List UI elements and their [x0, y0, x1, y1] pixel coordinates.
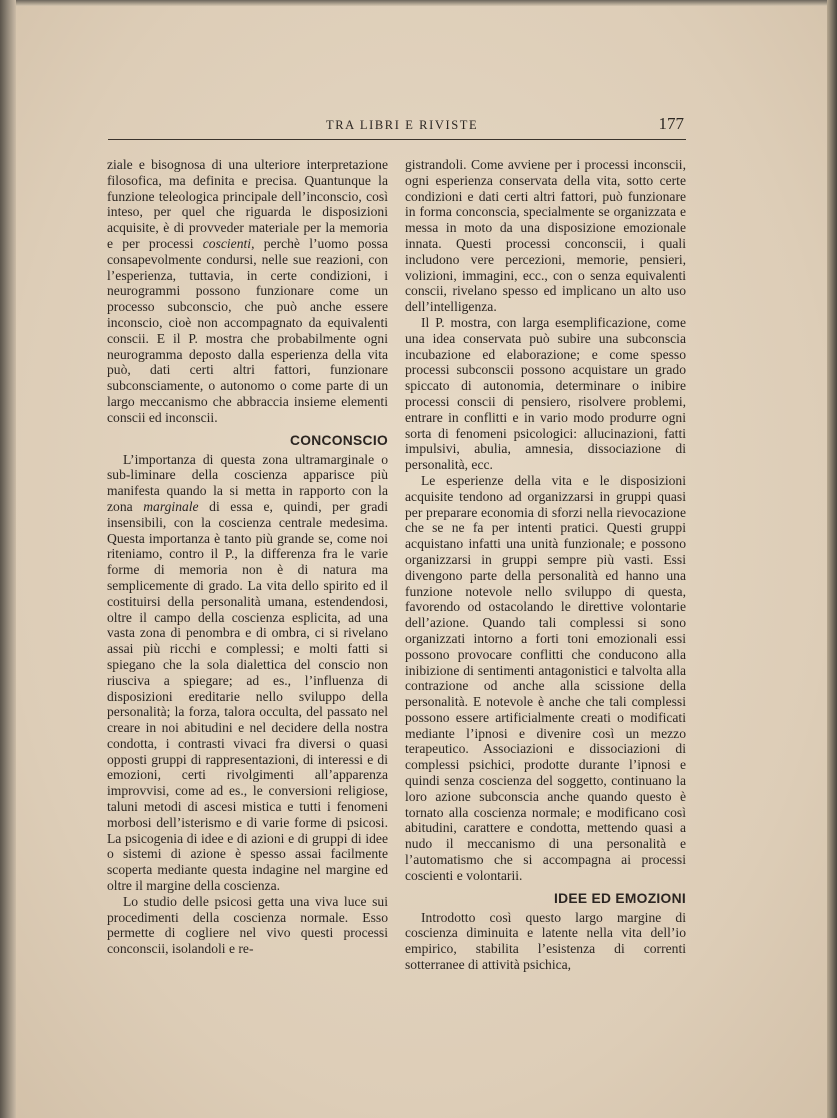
paragraph: Lo studio delle psicosi getta una viva luce sui procedimenti della coscienza normale. Esso permette di cogliere nel vivo questi processi conconscii, isolandoli e re-	[107, 893, 388, 957]
section-heading-idee-ed-emozioni: IDEE ED EMOZIONI	[553, 890, 686, 906]
running-title: TRA LIBRI E RIVISTE	[326, 118, 479, 132]
paragraph: L’importanza di questa zona ultramarginale o sub-liminare della coscienza apparisce più manifesta quando la si metta in rapporto con la zona marginale di essa e, quindi, per gradi insensibili, con la coscienza centrale medesima. Questa importanza è tanto più grande se, come noi riteniamo, contro il P., la differenza fra le varie forme di memoria non è di natura ma semplicemente di grado. La vita dello spirito ed il costituirsi della personalità umana, estendendosi, oltre il campo della coscienza esplicita, ad una vasta zona di penombra e di ombra, ci si rivelano assai più ricchi e complessi; e molti fatti si spiegano che la sola dialettica del conscio non riusciva a spiegare; ad es., l’influenza di disposizioni ereditarie nello sviluppo della personalità; la forza, talora occulta, del passato nel creare in noi abitudini e nel decidere della nostra condotta, i contrasti vivaci fra diversi o quasi opposti gruppi di rappresentazioni, di interessi e di emozioni, certi rivolgimenti all’apparenza improvvisi, come ad es., le conversioni religiose, taluni metodi di ascesi mistica e tutti i fenomeni morbosi dell’isterismo e di varie forme di psicosi. La psicogenia di idee e di azioni e di gruppi di idee o sistemi di azione è spesso assai facilmente scoperta mediante questa indagine nel margine ed oltre il margine della coscienza.	[107, 451, 388, 894]
page-top-edge	[0, 0, 837, 6]
paragraph: gistrandoli. Come avviene per i processi inconscii, ogni esperienza conservata della vita, sotto certe condizioni e dati certi altri fattori, può funzionare in forma conconscia, specialmente se organizzata e messa in moto da una disposizione emozionale innata. Questi processi conconscii, i quali includono vere percezioni, memorie, pensieri, volizioni, immagini, ecc., con o senza equivalenti conscii, rivelano spesso ed implicano un alto uso dell’intelligenza.	[405, 157, 686, 315]
page-binding-edge	[0, 0, 16, 1118]
header-rule	[108, 139, 686, 140]
left-column	[107, 157, 388, 957]
emphasis: coscienti	[202, 235, 252, 251]
running-head	[108, 114, 688, 138]
paragraph: ziale e bisognosa di una ulteriore interpretazione filosofica, ma definita e precisa. Quantunque la funzione teleologica principale dell’inconscio, così inteso, per quel che riguarda le disposizioni acquisite, è di provveder materiale per la memoria e per processi coscienti, perchè l’uomo possa consapevolmente condursi, nelle sue reazioni, con l’esperienza, tuttavia, in certe condizioni, i neurogrammi possono funzionare come un processo subconscio, che può anche essere inconscio, cioè non accompagnato da equivalenti conscii. E il P. mostra che probabilmente ogni neurogramma deposto dalla esperienza della vita può, dati certi altri fattori, funzionare subconsciamente, o autonomo o come parte di un largo meccanismo che abbraccia insieme elementi conscii ed inconscii.	[107, 157, 388, 425]
page-number: 177	[658, 114, 684, 133]
paragraph: Il P. mostra, con larga esemplificazione, come una idea conservata può subire una subconscia incubazione ed elaborazione; e come spesso processi subconscii possono acquistare un grado spiccato di autonomia, determinare o inibire processi conscii di pensiero, risolvere problemi, entrare in conflitti e in vario modo produrre ogni sorta di fenomeni psicologici: allucinazioni, fatti impulsivi, abulia, amnesia, dissociazione di personalità, ecc.	[405, 314, 686, 473]
paragraph: Introdotto così questo largo margine di coscienza diminuita e latente nella vita dell’io empirico, stabilita l’esistenza di correnti sotterranee di attività psichica,	[405, 909, 686, 973]
section-heading-conconscio: CONCONSCIO	[289, 432, 388, 448]
paragraph: Le esperienze della vita e le disposizioni acquisite tendono ad organizzarsi in gruppi quasi per preparare economia di sforzi nella rievocazione che se ne fa per intenti pratici. Questi gruppi acquistano infatti una unità funzionale; e possono organizzarsi in gruppi sempre più vasti. Essi divengono parte della personalità ed hanno una funzione notevole nello sviluppo di questa, favorendo od ostacolando le direttive volontarie dell’azione. Quando tali complessi si sono organizzati intorno a forti toni emozionali essi possono provocare conflitti che conducono alla inibizione di sentimenti antagonistici e talvolta alla contrazione od anche alla scissione della personalità. E notevole è anche che tali complessi possono essere artificialmente creati o modificati mediante l’ipnosi e divenire così un mezzo terapeutico. Associazioni e dissociazioni di complessi psichici, prodotte durante l’ipnosi e quindi senza coscienza del soggetto, continuano la loro azione subconscia anche quando questo è tornato alla coscienza normale; e modificano così abitudini, carattere e condotta, mettendo quasi a nudo il meccanismo di una personalità e l’automatismo che si accompagna ai processi coscienti e volontarii.	[405, 472, 686, 883]
page-right-edge	[827, 0, 837, 1118]
emphasis: marginale	[143, 498, 199, 514]
right-column	[405, 157, 686, 973]
